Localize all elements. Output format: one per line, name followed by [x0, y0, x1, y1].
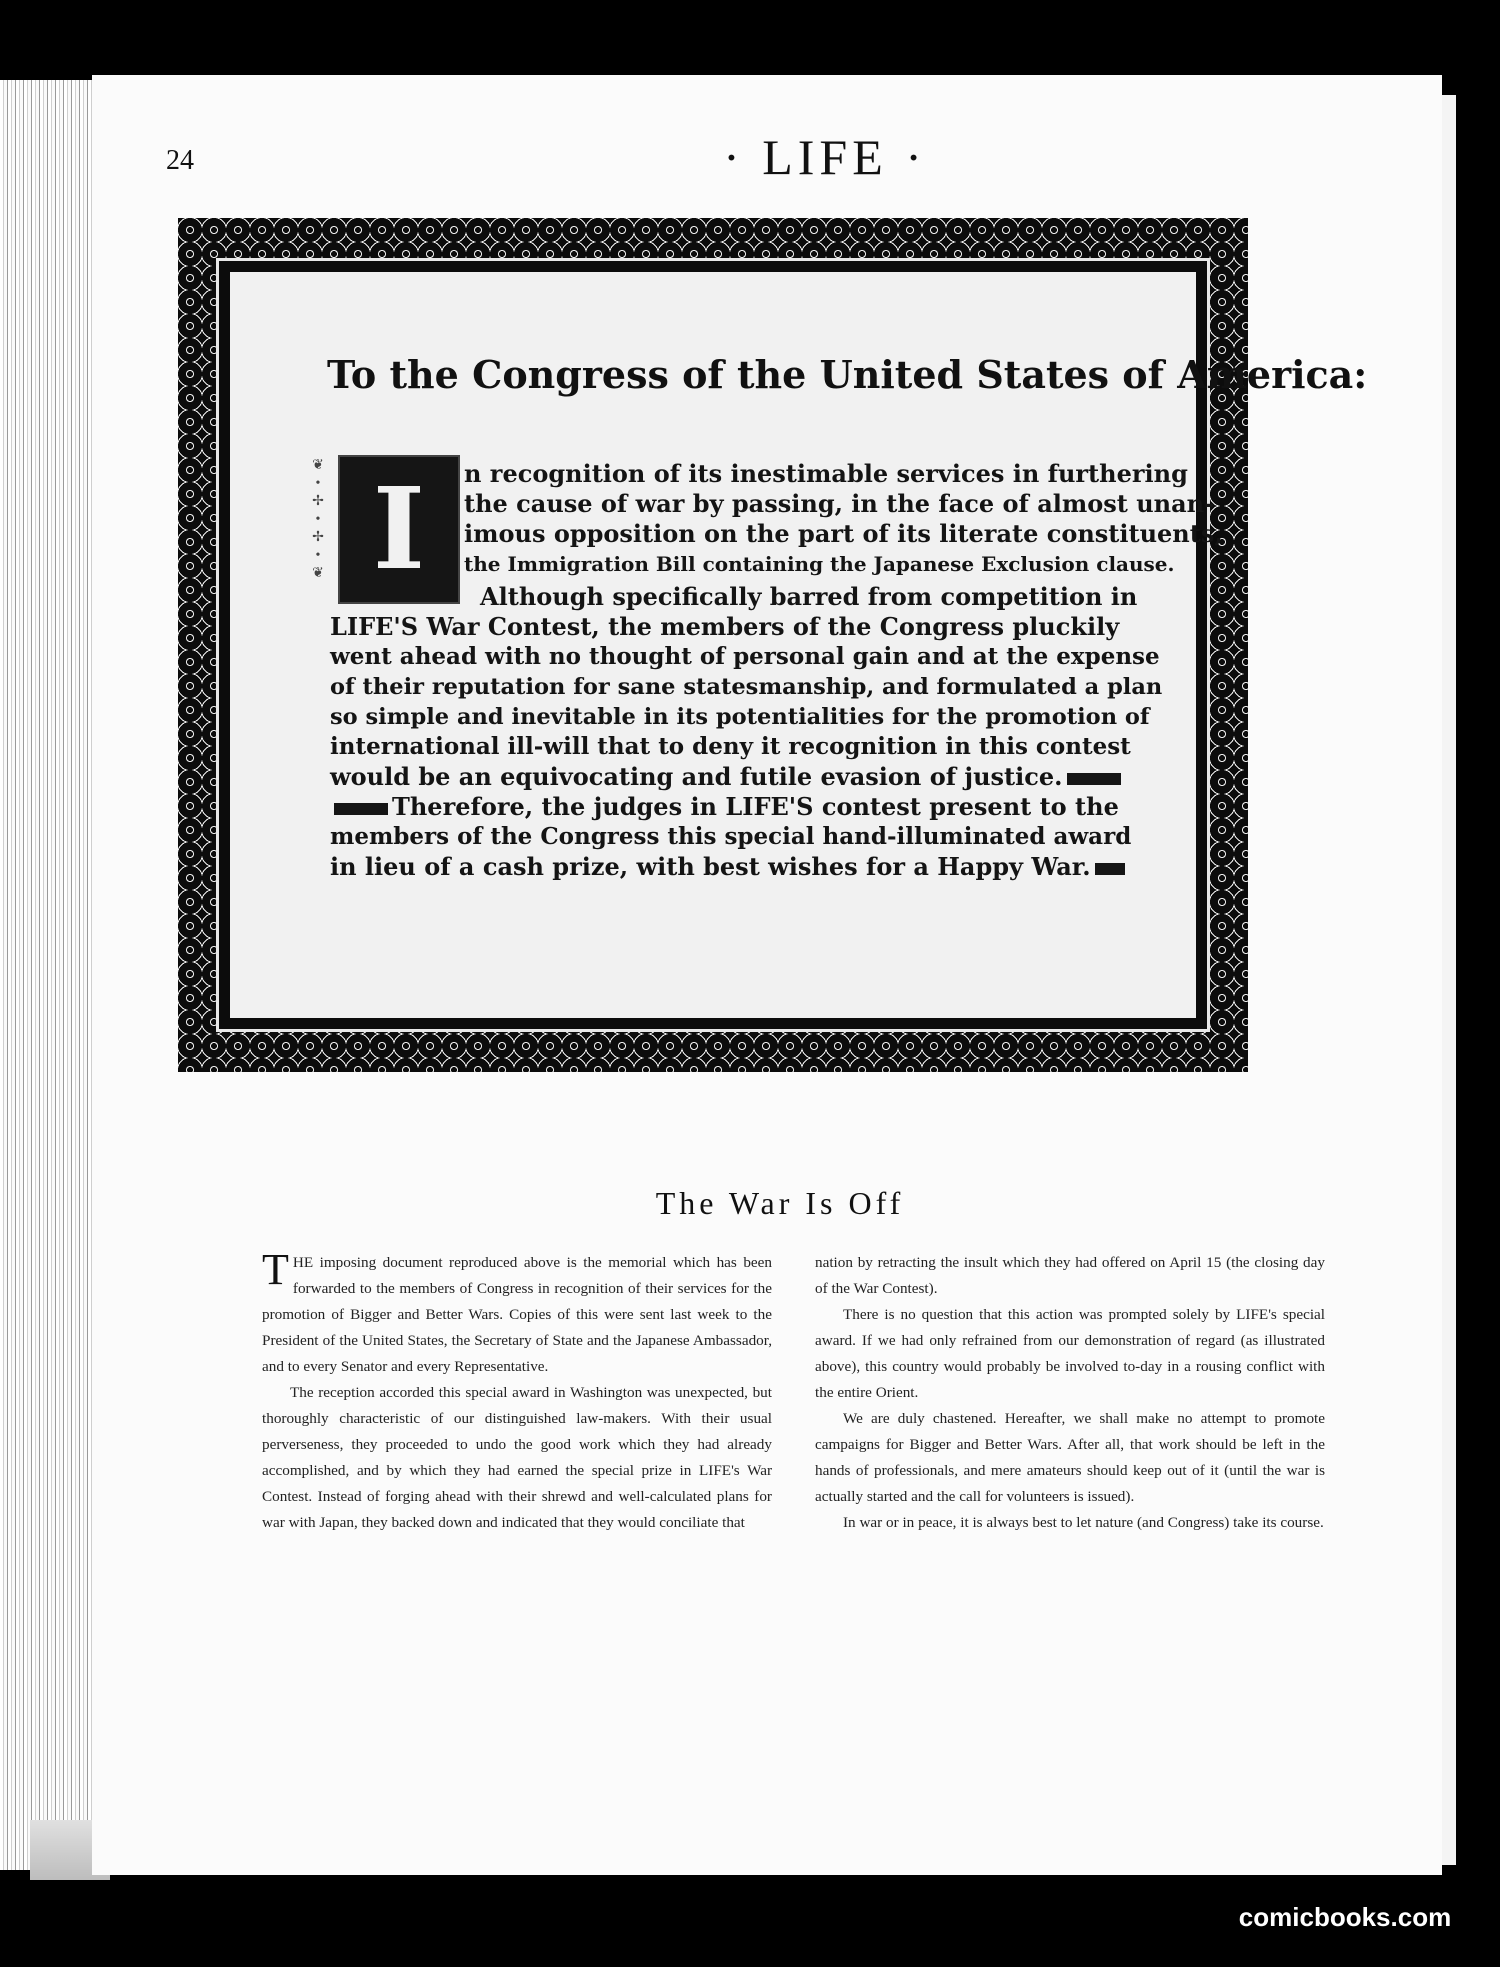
memorial-line [330, 792, 1119, 822]
article-paragraph: nation by retracting the insult which they had offered on April 15 (the closing day of the War Contest). [815, 1254, 1325, 1297]
line-filler-ornament-icon [334, 803, 388, 815]
page-number: 24 [166, 145, 194, 176]
memorial-line: so simple and inevitable in its potentialities for the promotion of [330, 704, 1150, 730]
book-page-edges [0, 80, 100, 1870]
illuminated-border-frame [178, 218, 1368, 1072]
memorial-line [330, 762, 1125, 792]
line-end-ornament-icon [1095, 863, 1125, 875]
article-title: The War Is Off [655, 1185, 905, 1221]
masthead-title: · LIFE · [723, 129, 927, 185]
memorial-line: imous opposition on the part of its literate constituents, [464, 519, 1223, 548]
memorial-line: Although specifically barred from competition in [480, 582, 1138, 611]
article-paragraph: There is no question that this action was prompted solely by LIFE's special award. If we had only refrained from our demonstration of regard (as illustrated above), this country would probably be involved to-day in a rousing conflict with the entire Orient. [815, 1306, 1325, 1401]
article-right-column [815, 1250, 1325, 1536]
illuminated-drop-cap: I [338, 455, 460, 604]
memorial-line: LIFE'S War Contest, the members of the Congress pluckily [330, 612, 1120, 641]
memorial-line [330, 852, 1129, 882]
memorial-line: went ahead with no thought of personal gain and at the expense [330, 643, 1160, 670]
article-paragraph [262, 1245, 772, 1380]
memorial-line-text: would be an equivocating and futile evasion of justice. [330, 762, 1063, 791]
source-watermark: comicbooks.com [1238, 1902, 1452, 1932]
article-left-column [262, 1245, 772, 1536]
page-right-edge [1442, 95, 1456, 1865]
article-drop-letter: T [262, 1245, 289, 1294]
memorial-line: n recognition of its inestimable services in furthering [464, 459, 1188, 488]
line-filler-ornament-icon [1067, 773, 1121, 785]
memorial-line: international ill-will that to deny it recognition in this contest [330, 733, 1131, 760]
memorial-line: of their reputation for sane statesmanship, and formulated a plan [330, 674, 1163, 700]
memorial-line: the Immigration Bill containing the Japanese Exclusion clause. [464, 552, 1175, 576]
article-paragraph-text: HE imposing document reproduced above is the memorial which has been forwarded to the members of Congress in recognition of their services for the promotion of Bigger and Better Wars. Copies of this were sent last week to the President of the United States, the Secretary of State and the Japanese Ambassador, and to every Senator and every Representative. [262, 1254, 772, 1375]
memorial-line-text: Therefore, the judges in LIFE'S contest present to the [392, 792, 1119, 821]
memorial-line-text: in lieu of a cash prize, with best wishes for a Happy War. [330, 852, 1091, 881]
article-paragraph: In war or in peace, it is always best to let nature (and Congress) take its course. [843, 1514, 1324, 1531]
article-paragraph: The reception accorded this special award in Washington was unexpected, but thoroughly characteristic of our distinguished law-makers. With their usual perverseness, they proceeded to undo the good work which they had already accomplished, and by which they had earned the special prize in LIFE's War Contest. Instead of forging ahead with their shrewd and well-calculated plans for war with Japan, they backed down and indicated that they would conciliate that [262, 1384, 772, 1531]
drop-cap-ornament-icon: ❦ • ✢ • ✢ • ❦ [312, 458, 324, 581]
memorial-panel [230, 272, 1368, 1018]
article-paragraph: We are duly chastened. Hereafter, we shall make no attempt to promote campaigns for Bigger and Better Wars. After all, that work should be left in the hands of professionals, and mere amateurs should keep out of it (until the war is actually started and the call for volunteers is issued). [815, 1410, 1325, 1505]
memorial-line: members of the Congress this special hand-illuminated award [330, 823, 1132, 850]
memorial-title: To the Congress of the United States of America: [327, 352, 1368, 397]
memorial-line: the cause of war by passing, in the face of almost unan- [464, 489, 1215, 518]
